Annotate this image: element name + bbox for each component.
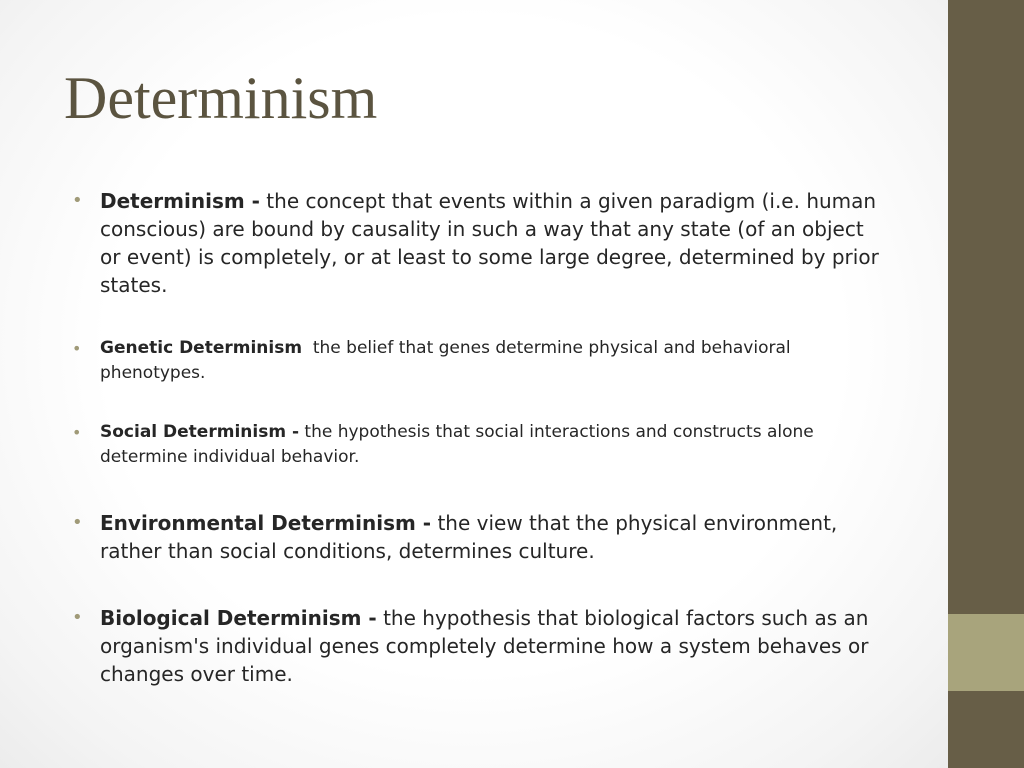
bullet-term: Determinism - xyxy=(100,189,260,213)
bullet-definition: the concept that events within a given paradigm (i.e. human conscious) are bound by causality in such a way that any state (of an object or event) is completely, or at least to some large degree, determined by prior states. xyxy=(100,189,879,297)
bullet-marker-icon: • xyxy=(72,339,82,358)
bullet-marker-icon: • xyxy=(72,607,83,628)
bullet-term: Social Determinism - xyxy=(100,422,300,442)
bullet-text xyxy=(100,604,890,688)
bullet-term: Biological Determinism - xyxy=(100,606,377,630)
bullet-text xyxy=(100,336,890,386)
bullet-term: Environmental Determinism - xyxy=(100,511,432,535)
slide-title: Determinism xyxy=(64,65,378,131)
bullet-definition: the hypothesis that biological factors such as an organism's individual genes completely determine how a system behaves or changes over time. xyxy=(100,606,869,686)
bullet-text xyxy=(100,420,890,470)
bullet-marker-icon: • xyxy=(72,512,83,533)
bullet-text xyxy=(100,187,890,299)
bullet-marker-icon: • xyxy=(72,190,83,211)
bullet-marker-icon: • xyxy=(72,423,82,442)
bullet-definition: the hypothesis that social interactions and constructs alone determine individual behavior. xyxy=(100,422,814,467)
decorative-rail-accent xyxy=(948,614,1024,691)
bullet-definition: the belief that genes determine physical and behavioral phenotypes. xyxy=(100,338,797,383)
bullet-term: Genetic Determinism xyxy=(100,338,303,358)
bullet-text xyxy=(100,509,890,565)
bullet-definition: the view that the physical environment, rather than social conditions, determines culture. xyxy=(100,511,838,563)
